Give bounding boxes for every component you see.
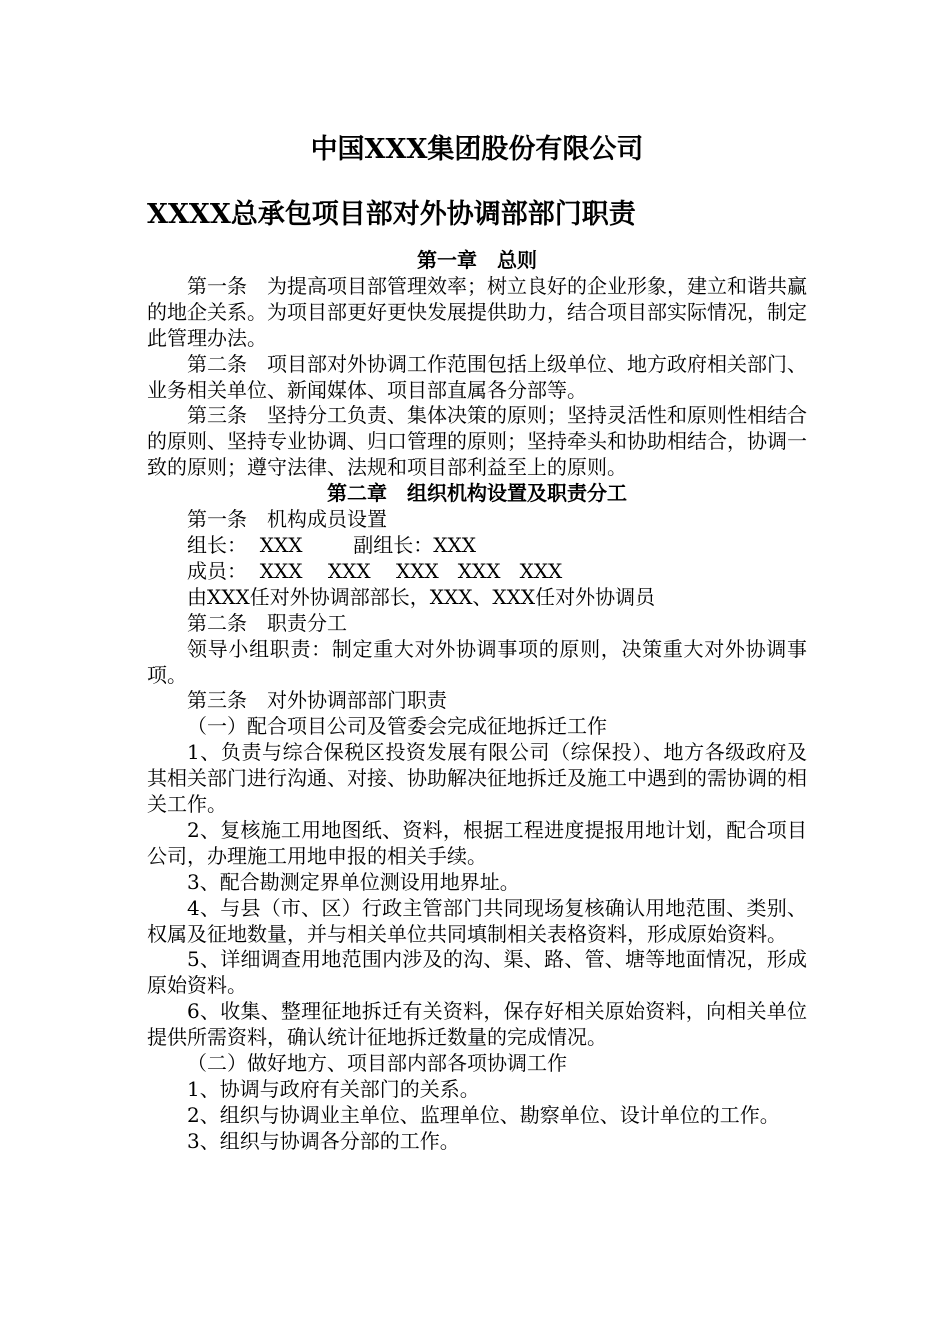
list-item: 6、收集、整理征地拆迁有关资料，保存好相关原始资料，向相关单位提供所需资料，确认统计征地拆迁数量的完成情况。 [147, 999, 807, 1050]
list-item: 2、组织与协调业主单位、监理单位、勘察单位、设计单位的工作。 [187, 1102, 780, 1127]
leader-line: 组长： XXX 副组长：XXX [187, 532, 477, 557]
list-item: 5、详细调查用地范围内涉及的沟、渠、路、管、塘等地面情况，形成原始资料。 [147, 947, 807, 998]
document-body [147, 248, 807, 1155]
document-title: XXXX总承包项目部对外协调部部门职责 [147, 199, 636, 230]
article-paragraph: 第二条 项目部对外协调工作范围包括上级单位、地方政府相关部门、业务相关单位、新闻媒体、项目部直属各分部等。 [147, 351, 807, 402]
list-item: 1、负责与综合保税区投资发展有限公司（综保投）、地方各级政府及其相关部门进行沟通、对接、协助解决征地拆迁及施工中遇到的需协调的相关工作。 [147, 740, 807, 817]
article-paragraph: 第三条 坚持分工负责、集体决策的原则；坚持灵活性和原则性相结合的原则、坚持专业协调、归口管理的原则；坚持牵头和协助相结合，协调一致的原则；遵守法律、法规和项目部利益至上的原则。 [147, 403, 807, 480]
chapter-heading: 第一章 总则 [417, 248, 537, 272]
list-item: 2、复核施工用地图纸、资料，根据工程进度提报用地计划，配合项目公司，办理施工用地申报的相关手续。 [147, 817, 807, 868]
members-line: 成员： XXX XXX XXX XXX XXX [187, 558, 563, 583]
leading-group-duty: 领导小组职责：制定重大对外协调事项的原则，决策重大对外协调事项。 [147, 636, 807, 687]
article-title: 第一条 机构成员设置 [187, 507, 387, 532]
article-paragraph: 第一条 为提高项目部管理效率；树立良好的企业形象，建立和谐共赢的地企关系。为项目部更好更快发展提供助力，结合项目部实际情况，制定此管理办法。 [147, 273, 807, 350]
company-name: 中国XXX集团股份有限公司 [310, 134, 644, 165]
chapter-heading: 第二章 组织机构设置及职责分工 [327, 481, 627, 506]
article-title: 第三条 对外协调部部门职责 [187, 688, 447, 713]
list-item: 3、组织与协调各分部的工作。 [187, 1128, 460, 1153]
article-title: 第二条 职责分工 [187, 610, 347, 635]
list-item: 4、与县（市、区）行政主管部门共同现场复核确认用地范围、类别、权属及征地数量，并与相关单位共同填制相关表格资料，形成原始资料。 [147, 895, 807, 946]
list-item: 3、配合勘测定界单位测设用地界址。 [187, 869, 520, 894]
head-line: 由XXX任对外协调部部长，XXX、XXX任对外协调员 [187, 584, 656, 609]
list-item: 1、协调与政府有关部门的关系。 [187, 1077, 480, 1101]
section-title: （二）做好地方、项目部内部各项协调工作 [187, 1051, 567, 1076]
section-title: （一）配合项目公司及管委会完成征地拆迁工作 [187, 714, 607, 739]
